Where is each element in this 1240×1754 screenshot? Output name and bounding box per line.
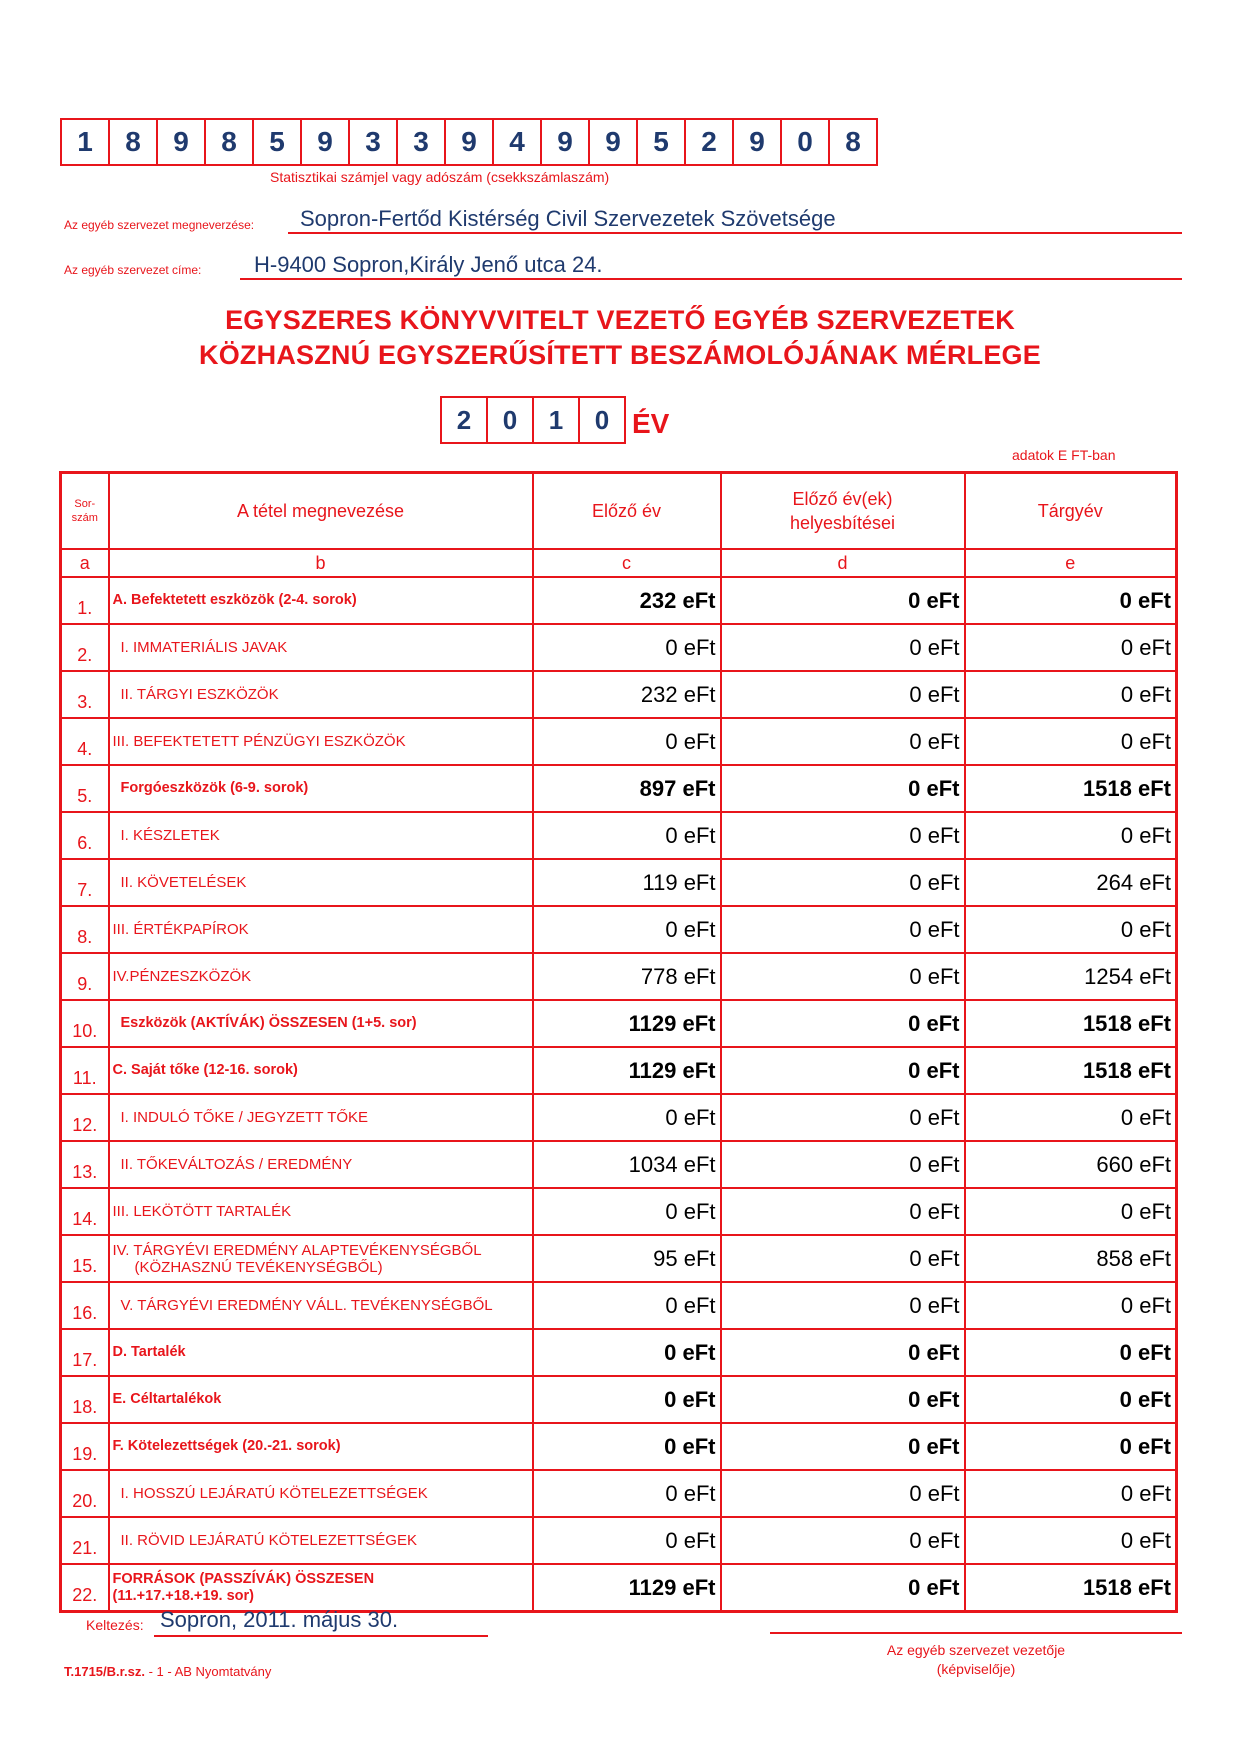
header-prev-year: Előző év	[533, 473, 721, 550]
header-current-year: Tárgyév	[965, 473, 1177, 550]
signature-label-2: (képviselője)	[936, 1661, 1016, 1677]
row-name	[109, 624, 533, 671]
row-name	[109, 1423, 533, 1470]
year-boxes	[440, 396, 626, 444]
table-row	[61, 765, 1177, 812]
value-c: 232 eFt	[533, 577, 721, 624]
row-name	[109, 953, 533, 1000]
value-d: 0 eFt	[721, 812, 965, 859]
row-name	[109, 859, 533, 906]
year-suffix: ÉV	[632, 408, 670, 439]
row-number: 13.	[61, 1141, 109, 1188]
org-address-label: Az egyéb szervezet címe:	[64, 263, 202, 277]
tax-digit: 1	[60, 118, 110, 166]
value-e: 0 eFt	[965, 671, 1177, 718]
org-name-value: Sopron-Fertőd Kistérség Civil Szervezetek Szövetsége	[300, 206, 836, 231]
row-name-subtext: (11.+17.+18.+19. sor)	[112, 1587, 254, 1604]
tax-digit: 8	[204, 118, 254, 166]
row-number: 2.	[61, 624, 109, 671]
row-name-text: I. INDULÓ TŐKE / JEGYZETT TŐKE	[120, 1109, 369, 1126]
org-address-value: H-9400 Sopron,Király Jenő utca 24.	[254, 252, 603, 277]
value-d: 0 eFt	[721, 1329, 965, 1376]
value-d: 0 eFt	[721, 1564, 965, 1612]
value-e: 1254 eFt	[965, 953, 1177, 1000]
value-d: 0 eFt	[721, 1517, 965, 1564]
row-name	[109, 718, 533, 765]
tax-digit: 9	[732, 118, 782, 166]
value-d: 0 eFt	[721, 718, 965, 765]
value-d: 0 eFt	[721, 1376, 965, 1423]
balance-sheet-table	[59, 471, 1178, 1613]
tax-digit: 9	[156, 118, 206, 166]
value-d: 0 eFt	[721, 671, 965, 718]
year-digit: 2	[440, 396, 488, 444]
value-c: 1129 eFt	[533, 1000, 721, 1047]
tax-digit: 0	[780, 118, 830, 166]
row-name	[109, 1000, 533, 1047]
row-name	[109, 1517, 533, 1564]
value-e: 1518 eFt	[965, 1000, 1177, 1047]
org-name-label: Az egyéb szervezet megneverzése:	[64, 218, 255, 232]
value-d: 0 eFt	[721, 1047, 965, 1094]
row-name-text: III. BEFEKTETETT PÉNZÜGYI ESZKÖZÖK	[112, 733, 406, 750]
table-row	[61, 1423, 1177, 1470]
row-name-text: II. TÁRGYI ESZKÖZÖK	[120, 686, 279, 703]
tax-number-boxes	[60, 118, 878, 166]
value-d: 0 eFt	[721, 765, 965, 812]
table-row	[61, 1188, 1177, 1235]
tax-digit: 2	[684, 118, 734, 166]
row-name-text: II. KÖVETELÉSEK	[120, 874, 247, 891]
value-c: 0 eFt	[533, 812, 721, 859]
row-name-text: IV.PÉNZESZKÖZÖK	[112, 968, 252, 985]
letter-e: e	[965, 549, 1177, 577]
value-e: 0 eFt	[965, 906, 1177, 953]
row-name	[109, 1047, 533, 1094]
row-name	[109, 671, 533, 718]
row-number: 18.	[61, 1376, 109, 1423]
table-row	[61, 1517, 1177, 1564]
table-row	[61, 906, 1177, 953]
value-c: 0 eFt	[533, 1282, 721, 1329]
row-number: 6.	[61, 812, 109, 859]
value-c: 1129 eFt	[533, 1564, 721, 1612]
value-c: 0 eFt	[533, 624, 721, 671]
row-number: 19.	[61, 1423, 109, 1470]
table-row	[61, 718, 1177, 765]
row-name-text: IV. TÁRGYÉVI EREDMÉNY ALAPTEVÉKENYSÉGBŐL	[112, 1241, 482, 1259]
value-e: 0 eFt	[965, 812, 1177, 859]
row-number: 4.	[61, 718, 109, 765]
value-d: 0 eFt	[721, 1141, 965, 1188]
row-number: 16.	[61, 1282, 109, 1329]
row-name-text: Eszközök (AKTÍVÁK) ÖSSZESEN (1+5. sor)	[120, 1015, 417, 1031]
tax-digit: 8	[108, 118, 158, 166]
value-d: 0 eFt	[721, 577, 965, 624]
value-d: 0 eFt	[721, 1188, 965, 1235]
row-name	[109, 1235, 533, 1282]
table-row	[61, 577, 1177, 624]
value-c: 0 eFt	[533, 906, 721, 953]
row-number: 20.	[61, 1470, 109, 1517]
row-name-text: III. LEKÖTÖTT TARTALÉK	[112, 1203, 292, 1220]
table-row	[61, 1000, 1177, 1047]
value-e: 0 eFt	[965, 577, 1177, 624]
row-name-text: C. Saját tőke (12-16. sorok)	[112, 1062, 298, 1078]
table-row	[61, 812, 1177, 859]
tax-digit: 5	[252, 118, 302, 166]
tax-digit: 8	[828, 118, 878, 166]
signature-label-1: Az egyéb szervezet vezetője	[886, 1642, 1066, 1658]
row-name-text: III. ÉRTÉKPAPÍROK	[112, 921, 249, 938]
value-e: 0 eFt	[965, 718, 1177, 765]
year-digit: 0	[486, 396, 534, 444]
value-e: 660 eFt	[965, 1141, 1177, 1188]
table-row	[61, 1094, 1177, 1141]
row-name	[109, 1141, 533, 1188]
row-number: 1.	[61, 577, 109, 624]
tax-digit: 3	[396, 118, 446, 166]
table-row	[61, 1329, 1177, 1376]
row-number: 22.	[61, 1564, 109, 1612]
tax-digit: 3	[348, 118, 398, 166]
value-c: 778 eFt	[533, 953, 721, 1000]
value-c: 0 eFt	[533, 1188, 721, 1235]
row-name-text: V. TÁRGYÉVI EREDMÉNY VÁLL. TEVÉKENYSÉGBŐL	[120, 1297, 493, 1314]
value-e: 0 eFt	[965, 1329, 1177, 1376]
row-number: 8.	[61, 906, 109, 953]
value-d: 0 eFt	[721, 953, 965, 1000]
row-name-text: I. KÉSZLETEK	[120, 827, 220, 844]
signature-line	[770, 1632, 1182, 1634]
row-name-text: Forgóeszközök (6-9. sorok)	[120, 780, 309, 796]
table-header-row	[61, 473, 1177, 550]
row-name	[109, 812, 533, 859]
tax-digit: 5	[636, 118, 686, 166]
value-e: 0 eFt	[965, 1376, 1177, 1423]
value-c: 0 eFt	[533, 1470, 721, 1517]
row-name	[109, 1376, 533, 1423]
row-name-text: II. TŐKEVÁLTOZÁS / EREDMÉNY	[120, 1156, 353, 1173]
row-name-text: D. Tartalék	[112, 1344, 186, 1360]
form-code-rest: - 1 - AB Nyomtatvány	[144, 1664, 272, 1679]
table-row	[61, 1470, 1177, 1517]
tax-number-caption: Statisztikai számjel vagy adószám (csekkszámlaszám)	[270, 169, 610, 185]
table-row	[61, 1141, 1177, 1188]
value-c: 0 eFt	[533, 1423, 721, 1470]
row-name-text: II. RÖVID LEJÁRATÚ KÖTELEZETTSÉGEK	[120, 1532, 417, 1549]
row-name	[109, 1282, 533, 1329]
units-note: adatok E FT-ban	[1012, 447, 1116, 463]
row-name-text: E. Céltartalékok	[112, 1391, 222, 1407]
row-name-text: F. Kötelezettségek (20.-21. sorok)	[112, 1438, 341, 1454]
letter-a: a	[61, 549, 109, 577]
row-number: 17.	[61, 1329, 109, 1376]
letter-d: d	[721, 549, 965, 577]
letter-b: b	[109, 549, 533, 577]
row-number: 5.	[61, 765, 109, 812]
value-e: 0 eFt	[965, 624, 1177, 671]
date-field	[154, 1609, 488, 1637]
value-e: 0 eFt	[965, 1517, 1177, 1564]
org-address-field	[240, 252, 1182, 280]
table-row	[61, 859, 1177, 906]
row-name	[109, 1188, 533, 1235]
row-name	[109, 577, 533, 624]
value-e: 1518 eFt	[965, 1047, 1177, 1094]
org-name-field	[288, 204, 1182, 234]
value-c: 1129 eFt	[533, 1047, 721, 1094]
table-row	[61, 953, 1177, 1000]
row-number: 10.	[61, 1000, 109, 1047]
letter-c: c	[533, 549, 721, 577]
table-row	[61, 1047, 1177, 1094]
row-name	[109, 1329, 533, 1376]
table-row	[61, 624, 1177, 671]
row-name-text: FORRÁSOK (PASSZÍVÁK) ÖSSZESEN	[112, 1570, 375, 1587]
row-name-text: I. IMMATERIÁLIS JAVAK	[120, 639, 288, 656]
value-d: 0 eFt	[721, 1470, 965, 1517]
value-c: 0 eFt	[533, 1094, 721, 1141]
row-name-text: I. HOSSZÚ LEJÁRATÚ KÖTELEZETTSÉGEK	[120, 1485, 428, 1502]
table-row	[61, 671, 1177, 718]
form-code	[64, 1664, 271, 1679]
header-name: A tétel megnevezése	[109, 473, 533, 550]
row-number: 12.	[61, 1094, 109, 1141]
value-c: 0 eFt	[533, 1517, 721, 1564]
value-e: 0 eFt	[965, 1470, 1177, 1517]
value-e: 0 eFt	[965, 1423, 1177, 1470]
table-letter-row	[61, 549, 1177, 577]
value-d: 0 eFt	[721, 906, 965, 953]
value-d: 0 eFt	[721, 1094, 965, 1141]
header-corrections: Előző év(ek) helyesbítései	[721, 473, 965, 550]
title-line-2: KÖZHASZNÚ EGYSZERŰSÍTETT BESZÁMOLÓJÁNAK MÉRLEGE	[199, 340, 1041, 370]
table-row	[61, 1376, 1177, 1423]
table-row	[61, 1564, 1177, 1612]
value-c: 232 eFt	[533, 671, 721, 718]
value-d: 0 eFt	[721, 1235, 965, 1282]
value-e: 0 eFt	[965, 1282, 1177, 1329]
row-name	[109, 906, 533, 953]
value-c: 1034 eFt	[533, 1141, 721, 1188]
row-number: 9.	[61, 953, 109, 1000]
row-name	[109, 765, 533, 812]
table-row	[61, 1282, 1177, 1329]
row-number: 15.	[61, 1235, 109, 1282]
value-e: 0 eFt	[965, 1094, 1177, 1141]
value-e: 858 eFt	[965, 1235, 1177, 1282]
tax-digit: 4	[492, 118, 542, 166]
tax-digit: 9	[588, 118, 638, 166]
tax-digit: 9	[300, 118, 350, 166]
value-e: 1518 eFt	[965, 1564, 1177, 1612]
row-number: 11.	[61, 1047, 109, 1094]
row-number: 21.	[61, 1517, 109, 1564]
value-e: 0 eFt	[965, 1188, 1177, 1235]
row-number: 3.	[61, 671, 109, 718]
row-name	[109, 1564, 533, 1612]
value-c: 95 eFt	[533, 1235, 721, 1282]
value-c: 0 eFt	[533, 718, 721, 765]
value-d: 0 eFt	[721, 1423, 965, 1470]
row-number: 7.	[61, 859, 109, 906]
value-d: 0 eFt	[721, 859, 965, 906]
value-e: 1518 eFt	[965, 765, 1177, 812]
tax-digit: 9	[444, 118, 494, 166]
value-c: 0 eFt	[533, 1329, 721, 1376]
value-d: 0 eFt	[721, 1000, 965, 1047]
row-name	[109, 1094, 533, 1141]
year-digit: 0	[578, 396, 626, 444]
form-code-bold: T.1715/B.r.sz.	[64, 1664, 145, 1679]
header-sorszam: Sor- szám	[61, 473, 109, 550]
value-d: 0 eFt	[721, 1282, 965, 1329]
title-line-1: EGYSZERES KÖNYVVITELT VEZETŐ EGYÉB SZERVEZETEK	[225, 305, 1015, 335]
row-name	[109, 1470, 533, 1517]
value-c: 119 eFt	[533, 859, 721, 906]
value-e: 264 eFt	[965, 859, 1177, 906]
value-c: 0 eFt	[533, 1376, 721, 1423]
date-label: Keltezés:	[86, 1617, 144, 1633]
value-d: 0 eFt	[721, 624, 965, 671]
value-c: 897 eFt	[533, 765, 721, 812]
year-digit: 1	[532, 396, 580, 444]
row-name-text: A. Befektetett eszközök (2-4. sorok)	[112, 592, 357, 608]
date-value: Sopron, 2011. május 30.	[160, 1607, 399, 1632]
row-name-subtext: (KÖZHASZNÚ TEVÉKENYSÉGBŐL)	[134, 1258, 383, 1276]
tax-digit: 9	[540, 118, 590, 166]
row-number: 14.	[61, 1188, 109, 1235]
table-row	[61, 1235, 1177, 1282]
